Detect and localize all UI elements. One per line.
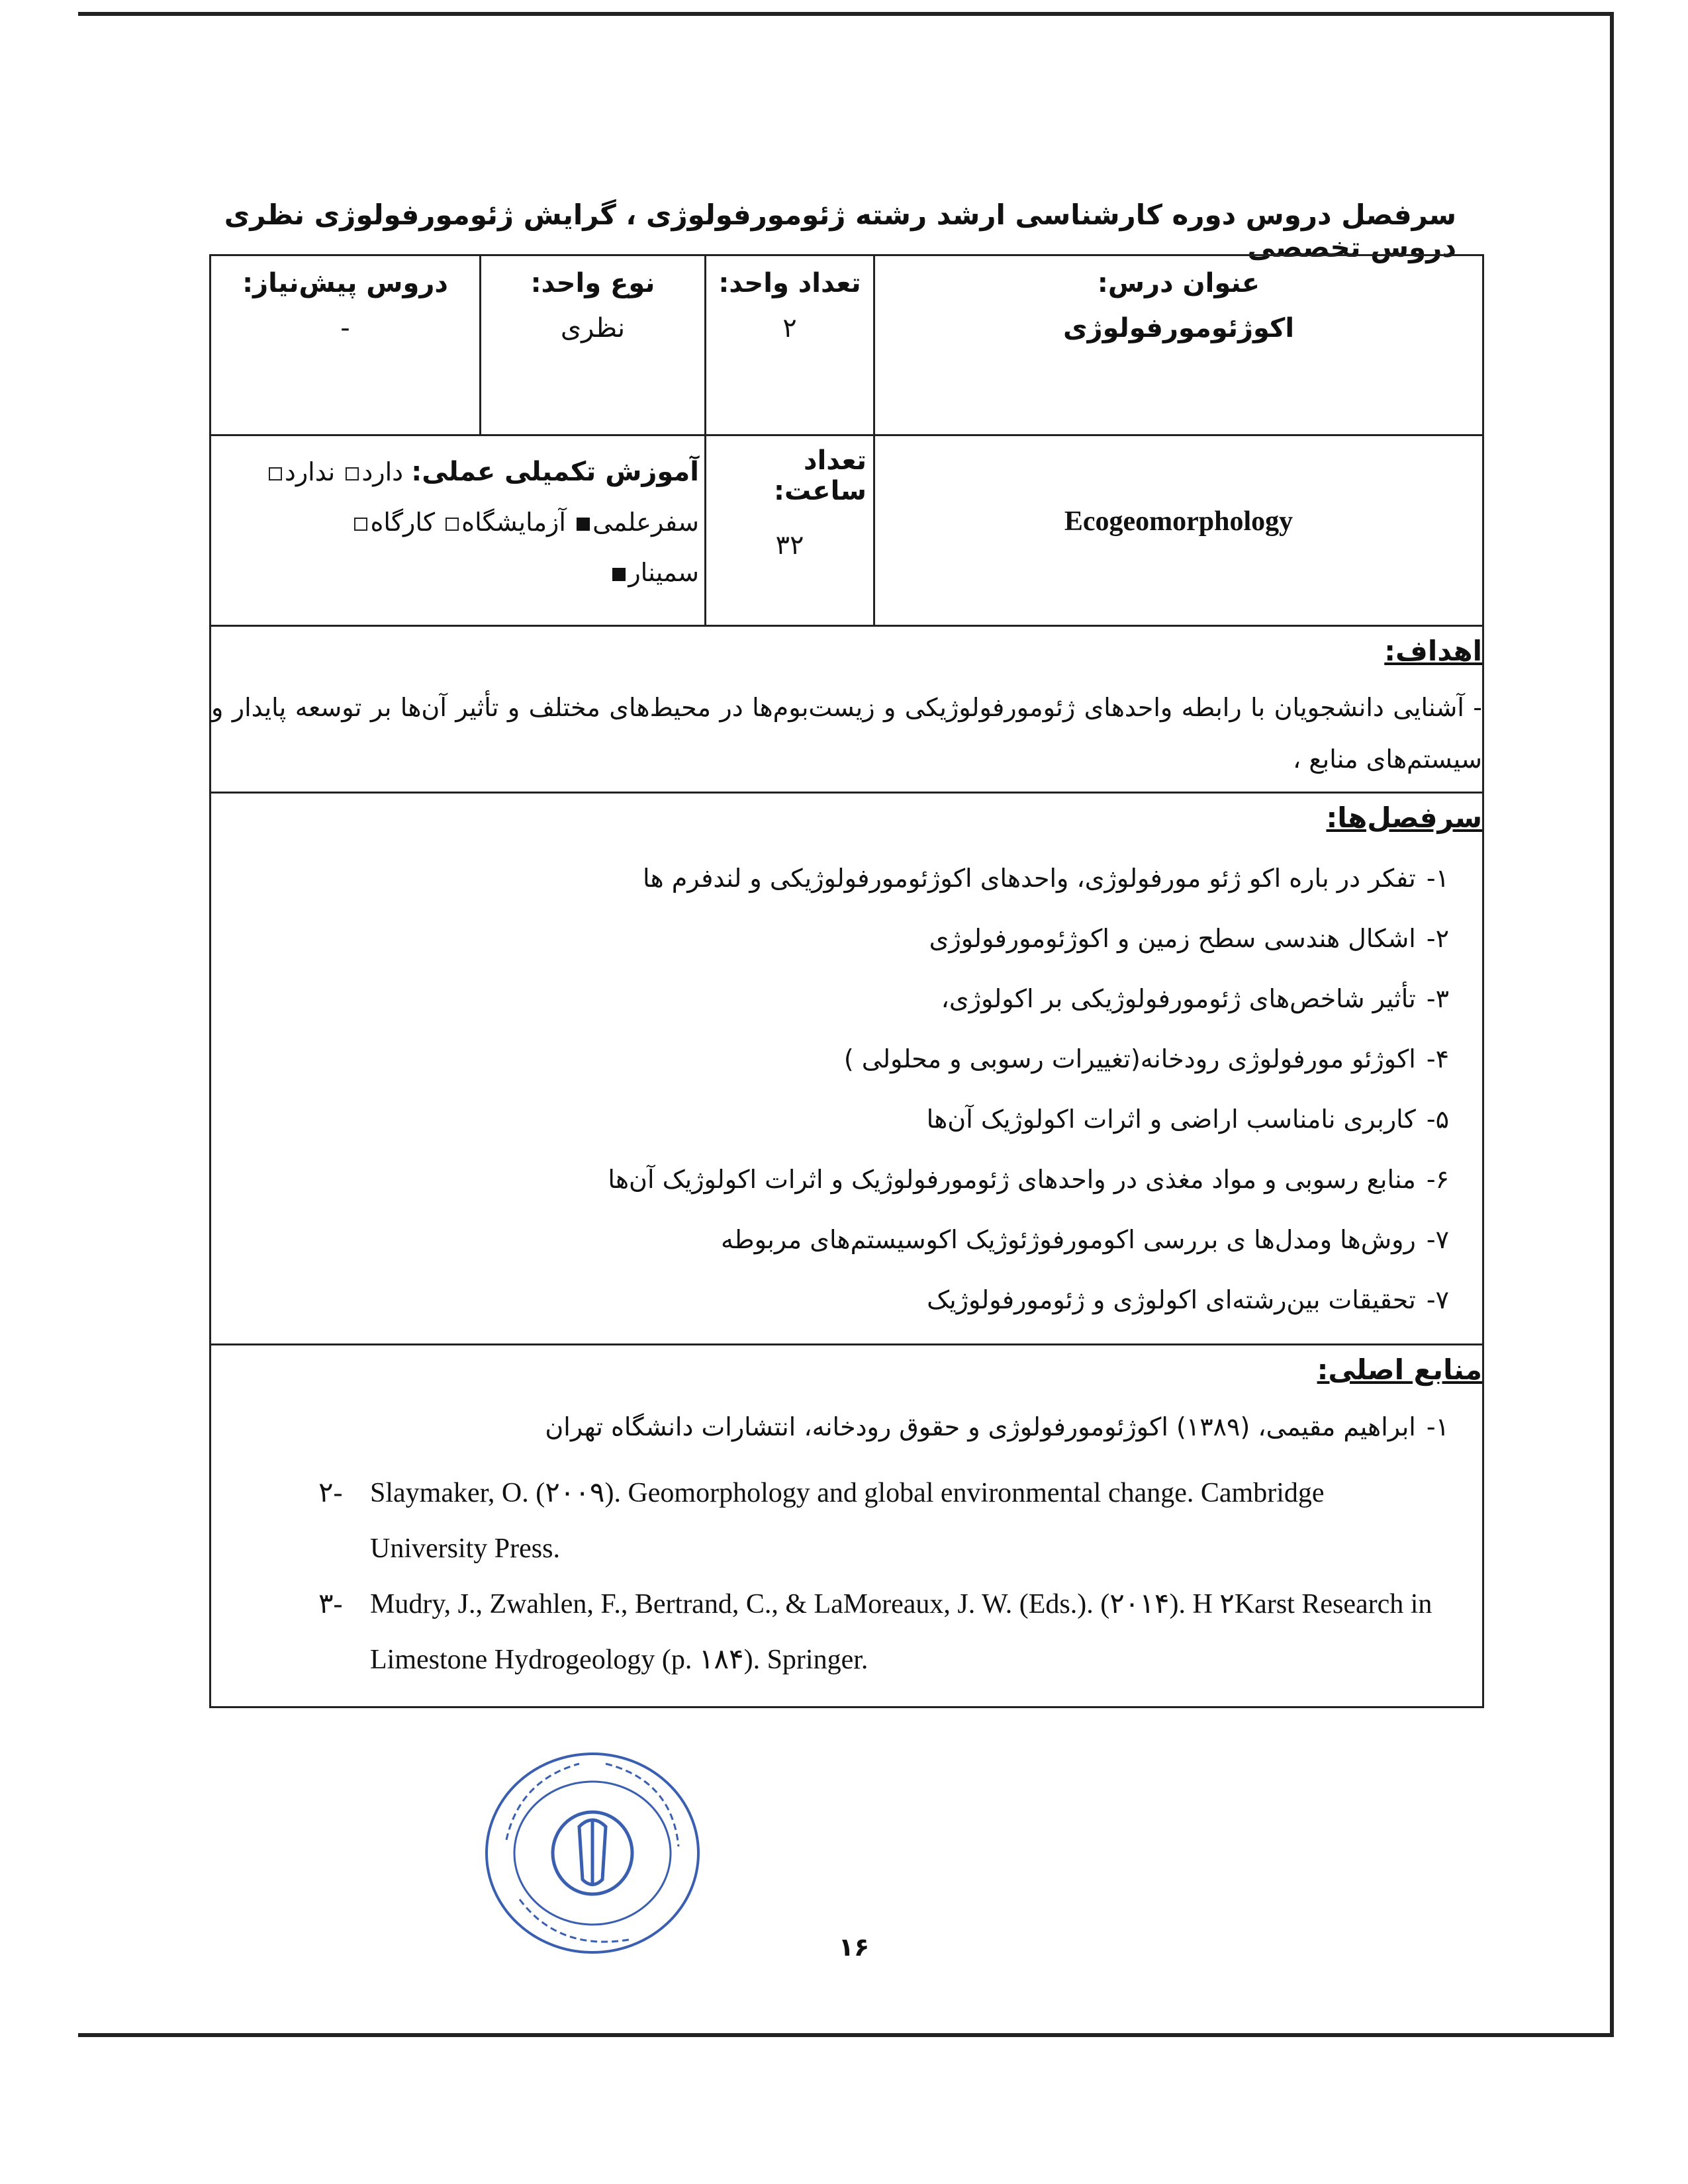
list-item	[211, 848, 1449, 909]
reference-text: Slaymaker, O. (۲۰۰۹). Geomorphology and global environmental change. Cambridge University Press.	[370, 1478, 1325, 1564]
topic-number: ۲-	[1426, 924, 1449, 953]
goals-row	[211, 627, 1482, 794]
option-workshop-checkbox[interactable]	[354, 518, 367, 531]
topics-row	[211, 794, 1482, 1345]
option-hasnot-label: ندارد	[284, 457, 336, 486]
option-has-label: دارد	[361, 457, 404, 486]
reference-number: ۳-	[318, 1589, 343, 1619]
topics-list	[211, 848, 1482, 1337]
practical-training	[211, 436, 704, 598]
topic-text: اکوژئو مورفولوژی رودخانه(تغییرات رسوبی و محلولی )	[843, 1044, 1416, 1073]
references-row	[211, 1345, 1482, 1706]
course-title-cell	[873, 256, 1482, 434]
option-workshop-label: کارگاه	[370, 508, 436, 537]
list-item	[211, 1029, 1449, 1089]
topic-number: ۴-	[1426, 1044, 1449, 1073]
topic-number: ۳-	[1426, 984, 1449, 1013]
topic-text: اشکال هندسی سطح زمین و اکوژئومورفولوژی	[929, 924, 1416, 953]
option-trip-label: سفرعلمی	[592, 508, 699, 537]
english-title-cell	[873, 436, 1482, 625]
list-item	[211, 909, 1449, 969]
option-has-checkbox[interactable]	[346, 467, 359, 480]
hours-label: تعداد ساعت:	[773, 445, 867, 506]
practical-training-label: آموزش تکمیلی عملی:	[411, 457, 699, 487]
unit-type-label: نوع واحد:	[530, 268, 655, 298]
option-trip-checkbox[interactable]	[577, 518, 590, 531]
unit-type-cell	[479, 256, 704, 434]
topics-heading: سرفصل‌ها:	[1326, 801, 1482, 834]
topics-section	[211, 794, 1482, 1343]
units-label: تعداد واحد:	[718, 268, 861, 298]
unit-type-value: نظری	[560, 313, 626, 343]
option-lab-label: آزمایشگاه	[461, 508, 566, 537]
topic-text: کاربری نامناسب اراضی و اثرات اکولوژیک آن‌ها	[926, 1105, 1416, 1134]
topic-number: ۷-	[1426, 1225, 1449, 1254]
references-list	[211, 1400, 1482, 1465]
topic-number: ۶-	[1426, 1165, 1449, 1194]
prerequisite-label: دروس پیش‌نیاز:	[242, 268, 448, 298]
topic-number: ۵-	[1426, 1105, 1449, 1134]
list-item	[211, 1150, 1449, 1210]
topic-text: تأثیر شاخص‌های ژئومورفولوژیکی بر اکولوژی،	[941, 984, 1416, 1013]
official-seal-stamp	[480, 1741, 705, 1966]
references-heading: منابع اصلی:	[1317, 1353, 1482, 1386]
topic-text: روش‌ها ومدل‌ها ی بررسی اکومورفوژئوژیک اکوسیستم‌های مربوطه	[720, 1225, 1416, 1254]
list-item	[211, 969, 1449, 1029]
table-row-details	[211, 436, 1482, 627]
course-title-english: Ecogeomorphology	[1064, 506, 1293, 537]
document-title: سرفصل دروس دوره کارشناسی ارشد رشته ژئومورفولوژی ، گرایش ژئومورفولوژی نظری دروس تخصصی	[224, 199, 1456, 263]
option-lab-checkbox[interactable]	[445, 518, 459, 531]
list-item	[211, 1089, 1449, 1150]
topic-number: ۱-	[1426, 864, 1449, 893]
reference-number: ۱-	[1426, 1412, 1449, 1441]
course-title-label: عنوان درس:	[1097, 268, 1260, 298]
option-seminar-label: سمینار	[628, 558, 699, 587]
units-cell	[704, 256, 873, 434]
topic-text: منابع رسوبی و مواد مغذی در واحدهای ژئومورفولوژیک و اثرات اکولوژیک آن‌ها	[608, 1165, 1416, 1194]
reference-text: Mudry, J., Zwahlen, F., Bertrand, C., & LaMoreaux, J. W. (Eds.). (۲۰۱۴). H ۲Karst Research in Limestone Hydrogeology (p. ۱۸۴). Springer.	[370, 1589, 1432, 1675]
table-row-header	[211, 256, 1482, 436]
topic-text: تفکر در باره اکو ژئو مورفولوژی، واحدهای اکوژئومورفولوژیکی و لندفرم ها	[643, 864, 1416, 893]
option-hasnot-checkbox[interactable]	[269, 467, 282, 480]
prerequisite-value: -	[340, 313, 350, 343]
list-item	[211, 1270, 1449, 1330]
option-seminar-checkbox[interactable]	[612, 568, 626, 581]
course-table	[209, 254, 1484, 1708]
reference-english	[211, 1576, 1482, 1700]
references-section	[211, 1345, 1482, 1706]
reference-number: ۲-	[318, 1478, 343, 1508]
list-item	[211, 1210, 1449, 1270]
practical-training-cell	[211, 436, 704, 625]
goals-section	[211, 627, 1482, 792]
goals-text: - آشنایی دانشجویان با رابطه واحدهای ژئومورفولوژیکی و زیست‌بوم‌ها در محیط‌های مختلف و تأثیر آن‌ها بر توسعه پایدار و سیستم‌های منابع ،	[211, 693, 1482, 774]
units-value: ۲	[782, 313, 797, 343]
topic-number: ۷-	[1426, 1285, 1449, 1314]
goals-heading: اهداف:	[1384, 635, 1482, 667]
page-number: ۱۶	[838, 1933, 870, 1962]
reference-english	[211, 1465, 1482, 1576]
course-title-value: اکوژئومورفولوژی	[1062, 313, 1295, 343]
list-item	[211, 1400, 1449, 1453]
topic-text: تحقیقات بین‌رشته‌ای اکولوژی و ژئومورفولوژیک	[927, 1285, 1416, 1314]
hours-value: ۳۲	[775, 530, 804, 561]
hours-cell	[704, 436, 873, 625]
prerequisite-cell	[211, 256, 479, 434]
reference-text: ابراهیم مقیمی، (۱۳۸۹) اکوژئومورفولوژی و حقوق رودخانه، انتشارات دانشگاه تهران	[545, 1412, 1416, 1441]
